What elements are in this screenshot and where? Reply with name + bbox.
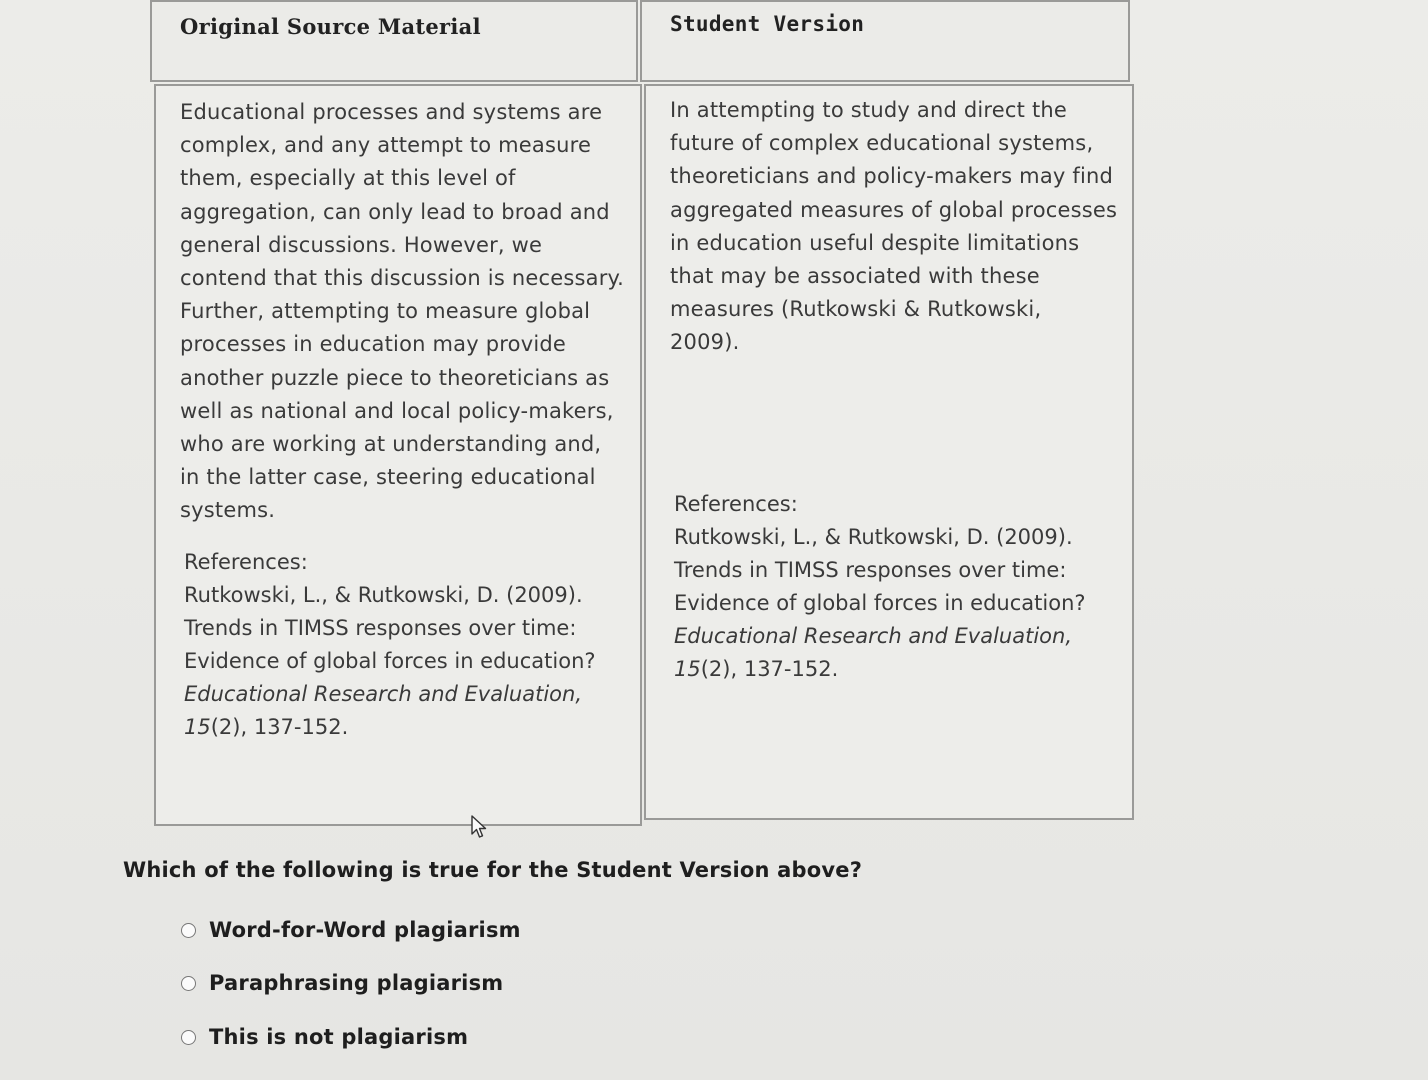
original-line: contend that this discussion is necessary. xyxy=(180,266,625,291)
header-cell-original xyxy=(150,0,638,82)
student-line: measures (Rutkowski & Rutkowski, xyxy=(670,297,1042,322)
reference-journal: Educational Research and Evaluation, xyxy=(674,624,1072,648)
student-line: theoreticians and policy-makers may find xyxy=(670,164,1114,189)
mouse-pointer-icon xyxy=(470,814,490,840)
reference-authors: Rutkowski, L., & Rutkowski, D. (2009). xyxy=(674,525,1073,549)
reference-title-cont: Evidence of global forces in education? xyxy=(674,591,1086,615)
radio-button-icon[interactable] xyxy=(181,976,196,991)
reference-journal: Educational Research and Evaluation, xyxy=(184,682,582,706)
original-passage xyxy=(180,96,625,528)
reference-title: Trends in TIMSS responses over time: xyxy=(184,616,577,640)
original-line: Educational processes and systems are xyxy=(180,100,603,124)
option-not-plagiarism[interactable] xyxy=(181,1025,468,1049)
student-line: aggregated measures of global processes xyxy=(670,197,1118,222)
cell-original-source xyxy=(154,84,642,826)
reference-title: Trends in TIMSS responses over time: xyxy=(674,558,1067,582)
reference-pages: (2), 137-152. xyxy=(210,715,349,739)
reference-volume: 15 xyxy=(184,715,211,739)
original-line: systems. xyxy=(180,498,276,523)
original-line: well as national and local policy-makers, xyxy=(180,398,614,423)
radio-button-icon[interactable] xyxy=(181,923,196,938)
student-references xyxy=(674,488,1124,686)
original-line: complex, and any attempt to measure xyxy=(180,133,592,158)
student-line: that may be associated with these xyxy=(670,264,1040,289)
original-line: another puzzle piece to theoreticians as xyxy=(180,365,610,390)
references-label: References: xyxy=(674,492,798,516)
original-line: who are working at understanding and, xyxy=(180,432,602,457)
option-word-for-word[interactable] xyxy=(181,918,521,942)
reference-issue xyxy=(674,653,1124,686)
student-passage xyxy=(670,94,1120,360)
option-label[interactable]: Paraphrasing plagiarism xyxy=(209,971,504,995)
original-line: processes in education may provide xyxy=(180,332,567,357)
reference-authors: Rutkowski, L., & Rutkowski, D. (2009). xyxy=(184,583,583,607)
reference-pages: (2), 137-152. xyxy=(700,657,839,681)
comparison-table xyxy=(150,0,1134,828)
reference-volume: 15 xyxy=(674,657,701,681)
original-line: aggregation, can only lead to broad and xyxy=(180,199,610,224)
header-original-source: Original Source Material xyxy=(180,14,481,39)
references-label: References: xyxy=(184,550,308,574)
reference-issue xyxy=(184,711,624,744)
original-line: general discussions. However, we xyxy=(180,232,543,257)
reference-title-cont: Evidence of global forces in education? xyxy=(184,649,596,673)
option-paraphrasing[interactable] xyxy=(181,971,503,995)
student-line: In attempting to study and direct the xyxy=(670,98,1068,122)
option-label[interactable]: Word-for-Word plagiarism xyxy=(209,918,521,942)
header-student-version: Student Version xyxy=(670,12,865,36)
original-references xyxy=(184,546,624,744)
cell-student-version xyxy=(644,84,1134,820)
original-line: in the latter case, steering educational xyxy=(180,465,596,490)
radio-button-icon[interactable] xyxy=(181,1030,196,1045)
student-line: 2009). xyxy=(670,330,740,355)
student-line: future of complex educational systems, xyxy=(670,131,1094,156)
original-line: them, especially at this level of xyxy=(180,166,516,191)
option-label[interactable]: This is not plagiarism xyxy=(209,1025,469,1049)
original-line: Further, attempting to measure global xyxy=(180,299,591,324)
student-line: in education useful despite limitations xyxy=(670,230,1080,255)
question-prompt: Which of the following is true for the Student Version above? xyxy=(123,858,863,882)
header-cell-student xyxy=(640,0,1130,82)
